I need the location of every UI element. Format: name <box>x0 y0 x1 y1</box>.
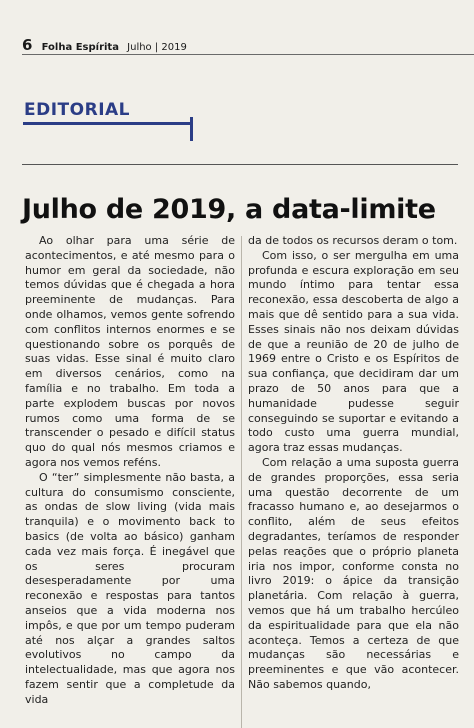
page-header <box>22 36 187 54</box>
paragraph: Ao olhar para uma série de acontecimentos, e até mesmo para o humor em geral da sociedade, não temos dúvidas que é chegada a hora preeminente de mudanças. Para onde olhamos, vemos gente sofrendo com conflitos internos enormes e se questionando sobre os porquês de suas vidas. Esse sinal é muito claro em diversos cenários, como na família e no trabalho. Em toda a parte explodem buscas por novos rumos como uma forma de se transcender o pesado e difícil status quo do qual nós mesmos criamos e agora nos vemos reféns. <box>25 234 235 469</box>
publication-name: Folha Espírita <box>41 42 119 53</box>
section-underline-tick <box>190 117 193 141</box>
paragraph: Com isso, o ser mergulha em uma profunda e escura exploração em seu mundo íntimo para tentar essa reconexão, essa descoberta de algo a mais que dê sentido para a sua vida. Esses sinais não nos deixam dúvidas de que a reunião de 20 de julho de 1969 entre o Cristo e os Espíritos de sua confiança, que decidiram dar um prazo de 50 anos para que a humanidade pudesse seguir conseguindo se suportar e evitando a todo custo uma guerra mundial, agora traz essas mudanças. <box>248 248 459 455</box>
left-column <box>25 234 235 708</box>
page-number: 6 <box>22 36 33 54</box>
paragraph: Com relação a uma suposta guerra de grandes proporções, essa seria uma questão decorrente de um fracasso humano e, ao desejarmos o conflito, além de seus efeitos degradantes, teríamos de responder pelas reações que o próprio planeta iria nos impor, conforme consta no livro 2019: o ápice da transição planetária. Com relação à guerra, vemos que há um trabalho hercúleo da espiritualidade para que ela não aconteça. Temos a certeza de que mudanças são necessárias e preeminentes e que vão acontecer. Não sabemos quando, <box>248 455 459 691</box>
issue-date: Julho | 2019 <box>127 42 187 53</box>
section-underline <box>23 122 193 125</box>
column-divider <box>241 236 242 728</box>
header-rule <box>22 54 474 55</box>
right-column <box>248 234 459 693</box>
paragraph-continuation: da de todos os recursos deram o tom. <box>248 234 458 247</box>
title-rule <box>22 164 458 165</box>
article-title: Julho de 2019, a data-limite <box>22 194 436 226</box>
paragraph: O “ter” simplesmente não basta, a cultura do consumismo consciente, as ondas de slow living (vida mais tranquila) e o movimento back to basics (de volta ao básico) ganham cada vez mais força. É inegável que os seres procuram desesperadamente por uma reconexão e respostas para tantos anseios que a vida moderna nos impôs, e que por um tempo puderam até nos alçar a grandes saltos evolutivos no campo da intelectualidade, mas que agora nos fazem sentir que a completude da vida <box>25 470 235 706</box>
section-label: EDITORIAL <box>24 100 131 120</box>
